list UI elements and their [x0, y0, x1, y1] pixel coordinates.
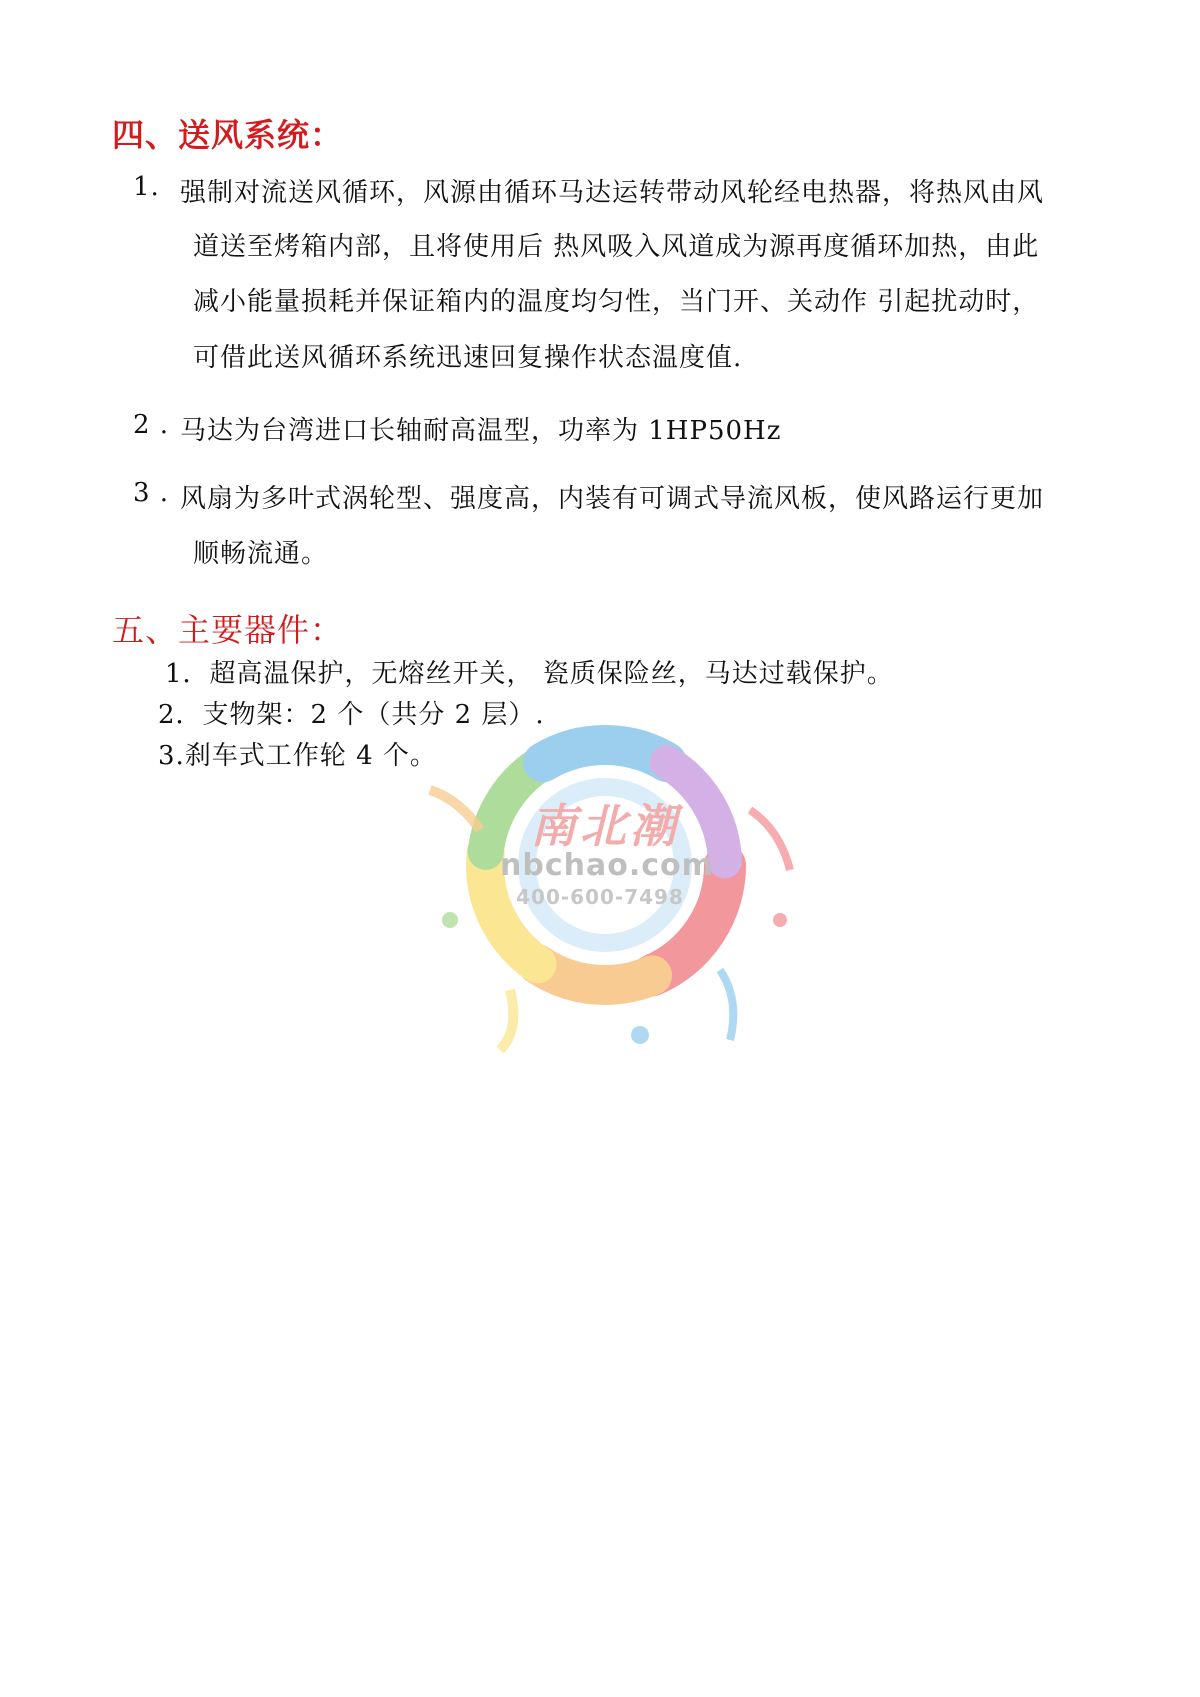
section-5-item-2: 2．支物架：2 个（共分 2 层）.	[158, 700, 545, 730]
item-3-line-2: 顺畅流通。	[193, 539, 329, 569]
item-1-line-4: 可借此送风循环系统迅速回复操作状态温度值.	[193, 343, 743, 373]
watermark-phone: 400-600-7498	[516, 885, 684, 909]
watermark-domain: nbchao.com	[500, 848, 714, 883]
section-5-heading: 五、主要器件：	[112, 611, 344, 649]
section-5-item-1: 1．超高温保护，无熔丝开关， 瓷质保险丝，马达过载保护。	[165, 659, 894, 689]
section-5-item-3: 3.刹车式工作轮 4 个。	[158, 741, 437, 771]
watermark-logo	[390, 690, 820, 1070]
item-1-line-2: 道送至烤箱内部，且将使用后 热风吸入风道成为源再度循环加热，由此	[193, 232, 1040, 262]
item-2-number: 2 .	[133, 410, 170, 440]
watermark-brand-cn: 南北潮	[530, 799, 680, 853]
item-3-line-1: 风扇为多叶式涡轮型、强度高，内装有可调式导流风板，使风路运行更加	[180, 484, 1045, 514]
item-1-line-3: 减小能量损耗并保证箱内的温度均匀性，当门开、关动作 引起扰动时，	[193, 287, 1040, 317]
item-2-line-1: 马达为台湾进口长轴耐高温型，功率为 1HP50Hz	[180, 416, 782, 446]
item-3-number: 3 .	[133, 478, 170, 508]
section-4-heading: 四、送风系统：	[112, 116, 344, 154]
item-1-line-1: 强制对流送风循环，风源由循环马达运转带动风轮经电热器，将热风由风	[180, 178, 1045, 208]
item-1-number: 1.	[133, 172, 160, 202]
